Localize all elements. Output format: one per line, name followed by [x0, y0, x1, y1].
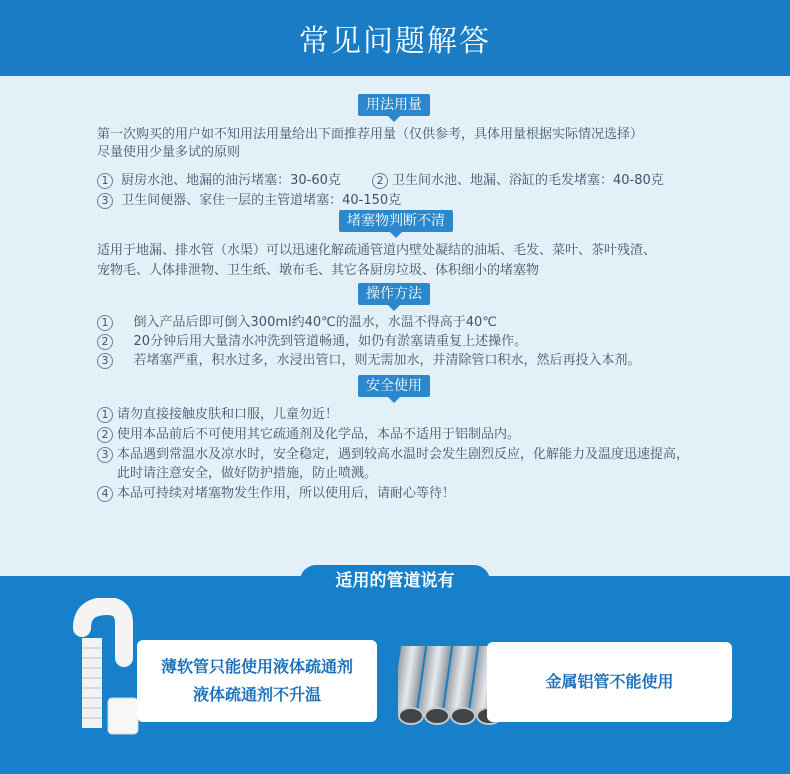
number-badge: 1 — [97, 173, 113, 189]
method-step-3-text: 若堵塞严重，积水过多，水浸出管口，则无需加水，并清除管口积水，然后再投入本剂。 — [133, 353, 641, 368]
method-step-2 — [97, 333, 527, 351]
header-banner — [0, 0, 790, 76]
safety-item-1-text: 请勿直接接触皮肤和口服，儿童勿近！ — [117, 407, 339, 422]
safety-item-1 — [97, 406, 338, 424]
blockage-line-1: 适用于地漏、排水管（水渠）可以迅速化解疏通管道内壁处凝结的油垢、毛发、菜叶、茶叶残渣、 — [97, 243, 657, 258]
blockage-tag: 堵塞物判断不清 — [339, 210, 453, 232]
usage-item-1-text: 厨房水池、地漏的油污堵塞：30-60克 — [121, 173, 341, 188]
page-title: 常见问题解答 — [299, 24, 491, 59]
safety-item-3-cont: 此时请注意安全，做好防护措施，防止喷溅。 — [117, 466, 378, 481]
safety-tag: 安全使用 — [358, 375, 430, 397]
method-step-3 — [97, 352, 641, 370]
safety-item-2 — [97, 426, 520, 444]
method-tag: 操作方法 — [358, 283, 430, 305]
usage-intro-1: 第一次购买的用户如不知用法用量给出下面推荐用量（仅供参考，具体用量根据实际情况选择） — [97, 127, 644, 142]
usage-tag: 用法用量 — [358, 94, 430, 116]
method-step-1 — [97, 314, 497, 332]
number-badge: 2 — [372, 173, 388, 189]
method-step-2-text: 20分钟后用大量清水冲洗到管道畅通，如仍有淤塞请重复上述操作。 — [133, 334, 528, 349]
usage-item-2-text: 卫生间水池、地漏、浴缸的毛发堵塞：40-80克 — [392, 173, 664, 188]
number-badge: 3 — [97, 193, 113, 209]
number-badge: 2 — [97, 334, 113, 350]
number-badge: 1 — [97, 407, 113, 423]
usage-item-2 — [372, 172, 664, 190]
blockage-line-2: 宠物毛、人体排泄物、卫生纸、墩布毛、其它各厨房垃圾、体积细小的堵塞物 — [97, 263, 540, 278]
method-step-1-text: 倒入产品后即可倒入300ml约40℃的温水，水温不得高于40℃ — [133, 315, 497, 330]
usage-item-3 — [97, 192, 401, 210]
safety-item-3 — [97, 446, 689, 464]
safety-item-2-text: 使用本品前后不可使用其它疏通剂及化学品，本品不适用于铝制品内。 — [117, 427, 521, 442]
pipes-title: 适用的管道说有 — [300, 565, 490, 597]
number-badge: 1 — [97, 315, 113, 331]
safety-item-3-text: 本品遇到常温水及凉水时，安全稳定，遇到较高水温时会发生剧烈反应，化解能力及温度迅速提高， — [117, 447, 690, 462]
usage-item-3-text: 卫生间便器、家住一层的主管道堵塞：40-150克 — [121, 193, 402, 208]
safety-item-4 — [97, 485, 455, 503]
number-badge: 4 — [97, 486, 113, 502]
safety-item-4-text: 本品可持续对堵塞物发生作用，所以使用后，请耐心等待！ — [117, 486, 456, 501]
soft-pipe-card — [137, 640, 377, 722]
number-badge: 2 — [97, 427, 113, 443]
metal-pipe-label: 金属铝管不能使用 — [545, 672, 674, 691]
usage-item-1 — [97, 172, 341, 190]
number-badge: 3 — [97, 447, 113, 463]
soft-pipe-line-1: 薄软管只能使用液体疏通剂 — [160, 657, 353, 676]
usage-intro-2: 尽量使用少量多试的原则 — [97, 145, 241, 160]
soft-pipe-line-2: 液体疏通剂不升温 — [192, 685, 321, 704]
number-badge: 3 — [97, 353, 113, 369]
metal-pipe-card — [487, 642, 732, 722]
